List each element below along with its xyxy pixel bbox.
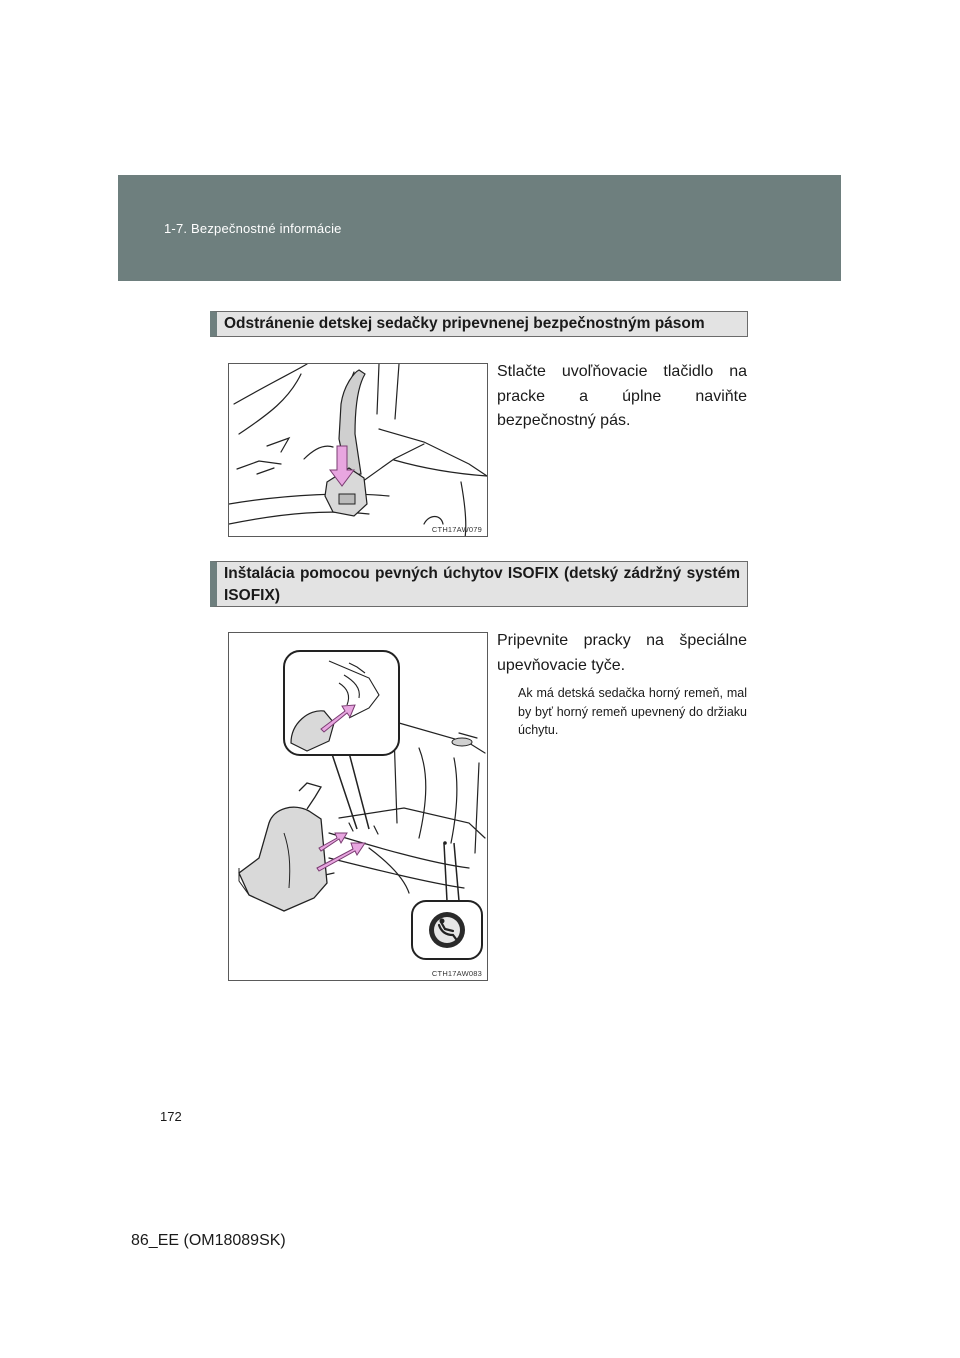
note-top-strap: Ak má detská sedačka horný remeň, mal by byť horný remeň upevnený do držiaku úchytu. xyxy=(518,686,747,737)
figure-code: CTH17AW079 xyxy=(431,525,482,534)
isofix-installation-illustration xyxy=(229,633,488,981)
instruction-text-isofix: Pripevnite pracky na špeciálne upevňovacie tyče. xyxy=(497,632,747,674)
figure-code: CTH17AW083 xyxy=(431,969,482,978)
breadcrumb: 1-7. Bezpečnostné informácie xyxy=(164,221,342,236)
section-heading-isofix: Inštalácia pomocou pevných úchytov ISOFIX (detský zádržný systém ISOFIX) xyxy=(210,561,748,607)
figure-isofix-install xyxy=(228,632,488,981)
page-number: 172 xyxy=(160,1109,182,1124)
seatbelt-buckle-illustration xyxy=(229,364,488,537)
instruction-text-removal: Stlačte uvoľňovacie tlačidlo na pracke a úplne naviňte bezpečnostný pás. xyxy=(497,363,747,429)
document-code: 86_EE (OM18089SK) xyxy=(131,1232,286,1249)
section-heading-removal: Odstránenie detskej sedačky pripevnenej bezpečnostným pásom xyxy=(210,311,748,337)
figure-seatbelt-release xyxy=(228,363,488,537)
